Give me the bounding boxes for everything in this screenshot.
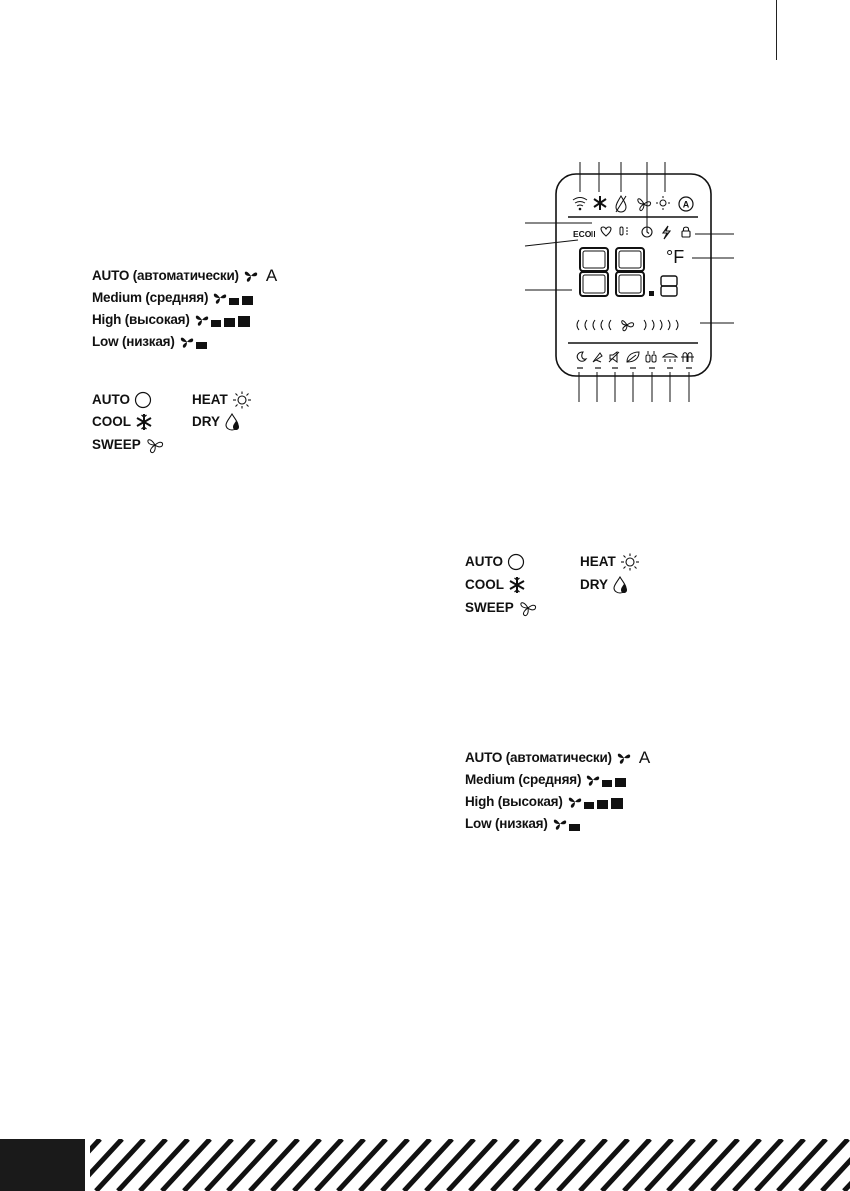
right-mode-cool-label: COOL	[465, 577, 504, 592]
right-mode-cool-row	[465, 576, 526, 594]
leaf-icon	[627, 352, 639, 362]
lock-icon	[682, 227, 690, 237]
footer-hatch-band	[90, 1139, 850, 1191]
fan-auto-suffix: A	[265, 266, 278, 285]
hatch-stripe	[536, 1139, 584, 1191]
droplet-icon	[224, 413, 244, 431]
fan-speed-medium-label: Medium (средняя)	[92, 290, 209, 305]
hatch-stripe	[734, 1139, 782, 1191]
hatch-stripe	[756, 1139, 804, 1191]
hatch-stripe	[800, 1139, 848, 1191]
hatch-stripe	[162, 1139, 210, 1191]
hatch-stripe	[470, 1139, 518, 1191]
right-fan-speed-medium-label: Medium (средняя)	[465, 772, 582, 787]
mute-icon	[609, 352, 619, 362]
hatch-stripe	[140, 1139, 188, 1191]
health-heart-icon	[601, 227, 611, 236]
callout-lines-top	[580, 162, 665, 232]
right-fan-speed-medium-row	[465, 772, 629, 788]
hatch-stripe	[382, 1139, 430, 1191]
decimal-digit	[661, 276, 677, 296]
right-mode-heat-label: HEAT	[580, 554, 616, 569]
hatch-stripe	[404, 1139, 452, 1191]
fan-speed-low-row	[92, 334, 211, 350]
fan-mode-icon	[638, 199, 651, 211]
sun-icon	[620, 553, 640, 571]
fan-auto-icon	[616, 750, 636, 766]
hatch-stripe	[250, 1139, 298, 1191]
fan-low-icon	[552, 816, 584, 832]
right-fan-speed-low-row	[465, 816, 584, 832]
hatch-stripe	[316, 1139, 364, 1191]
auto-mode-icon	[679, 197, 693, 211]
right-mode-auto-label: AUTO	[465, 554, 504, 569]
right-mode-dry-row	[580, 576, 632, 594]
mode-auto-label: AUTO	[92, 392, 131, 407]
sleep-moon-icon	[577, 352, 586, 361]
right-fan-speed-low-label: Low (низкая)	[465, 816, 548, 831]
hatch-stripe	[294, 1139, 342, 1191]
hatch-stripe	[602, 1139, 650, 1191]
mode-sweep-row	[92, 436, 165, 454]
hatch-stripe	[206, 1139, 254, 1191]
hatch-stripe	[514, 1139, 562, 1191]
right-mode-sweep-label: SWEEP	[465, 600, 514, 615]
fold-mark	[776, 0, 777, 60]
swing-icon	[145, 436, 165, 454]
hatch-stripe	[338, 1139, 386, 1191]
circle-icon	[507, 553, 525, 571]
filter-clean-icon	[646, 351, 656, 362]
fan-auto-icon	[243, 268, 263, 284]
page-number-block	[0, 1139, 85, 1191]
hatch-stripe	[624, 1139, 672, 1191]
sun-icon	[232, 391, 252, 409]
fan-medium-icon	[212, 290, 256, 306]
fan-speed-low-label: Low (низкая)	[92, 334, 175, 349]
swing-icon	[518, 599, 538, 617]
mode-cool-row	[92, 413, 153, 431]
hatch-stripe	[184, 1139, 232, 1191]
hatch-stripe	[426, 1139, 474, 1191]
temperature-unit: °F	[666, 247, 685, 267]
eco-label: ECO	[573, 229, 592, 239]
hatch-stripe	[360, 1139, 408, 1191]
eco-bars-icon	[592, 231, 595, 237]
wifi-icon	[573, 198, 587, 210]
right-fan-speed-auto-label: AUTO (автоматически)	[465, 750, 612, 765]
circle-icon	[134, 391, 152, 409]
right-mode-dry-label: DRY	[580, 577, 609, 592]
hatch-stripe	[272, 1139, 320, 1191]
cool-mode-icon	[594, 196, 606, 210]
mode-dry-row	[192, 413, 244, 431]
snowflake-icon	[508, 576, 526, 594]
fresh-air-icon	[620, 227, 628, 235]
hatch-stripe	[778, 1139, 826, 1191]
snowflake-icon	[135, 413, 153, 431]
svg-text:A: A	[682, 199, 690, 210]
right-fan-speed-high-row	[465, 794, 625, 810]
right-fan-speed-high-label: High (высокая)	[465, 794, 563, 809]
hatch-stripe	[712, 1139, 760, 1191]
right-mode-auto-row	[465, 553, 525, 571]
center-fan-icon	[622, 321, 634, 331]
lcd-display-diagram	[520, 150, 750, 410]
hatch-stripe	[228, 1139, 276, 1191]
callout-lines-right	[692, 234, 734, 323]
heater-coil-icon	[681, 353, 694, 362]
right-mode-sweep-row	[465, 599, 538, 617]
mode-heat-row	[192, 391, 252, 409]
hatch-stripe	[580, 1139, 628, 1191]
mode-dry-label: DRY	[192, 414, 221, 429]
mode-heat-label: HEAT	[192, 392, 228, 407]
mode-auto-row	[92, 391, 152, 409]
hatch-stripe	[96, 1139, 144, 1191]
fan-low-icon	[179, 334, 211, 350]
swing-vane-icon	[593, 353, 602, 362]
shower-icon	[663, 354, 677, 363]
mode-cool-label: COOL	[92, 414, 131, 429]
fan-speed-auto-row	[92, 268, 277, 284]
hatch-stripe	[492, 1139, 540, 1191]
heat-mode-icon	[656, 196, 670, 210]
hatch-stripe	[646, 1139, 694, 1191]
fan-speed-auto-label: AUTO (автоматически)	[92, 268, 239, 283]
right-fan-auto-suffix: A	[638, 748, 651, 767]
hatch-stripe	[690, 1139, 738, 1191]
fan-speed-high-label: High (высокая)	[92, 312, 190, 327]
fan-speed-medium-row	[92, 290, 256, 306]
fan-medium-icon	[585, 772, 629, 788]
mode-sweep-label: SWEEP	[92, 437, 141, 452]
fan-high-icon	[567, 794, 625, 810]
droplet-icon	[612, 576, 632, 594]
hatch-lines	[90, 1139, 850, 1191]
turbo-bolt-icon	[663, 226, 670, 239]
hatch-stripe	[118, 1139, 166, 1191]
dry-mode-icon	[616, 196, 626, 212]
hatch-stripe	[448, 1139, 496, 1191]
right-mode-heat-row	[580, 553, 640, 571]
decimal-point	[649, 291, 654, 296]
fan-speed-high-row	[92, 312, 252, 328]
hatch-stripe	[558, 1139, 606, 1191]
temperature-digits	[580, 248, 644, 296]
fan-high-icon	[194, 312, 252, 328]
hatch-stripe	[668, 1139, 716, 1191]
right-fan-speed-auto-row	[465, 750, 650, 766]
